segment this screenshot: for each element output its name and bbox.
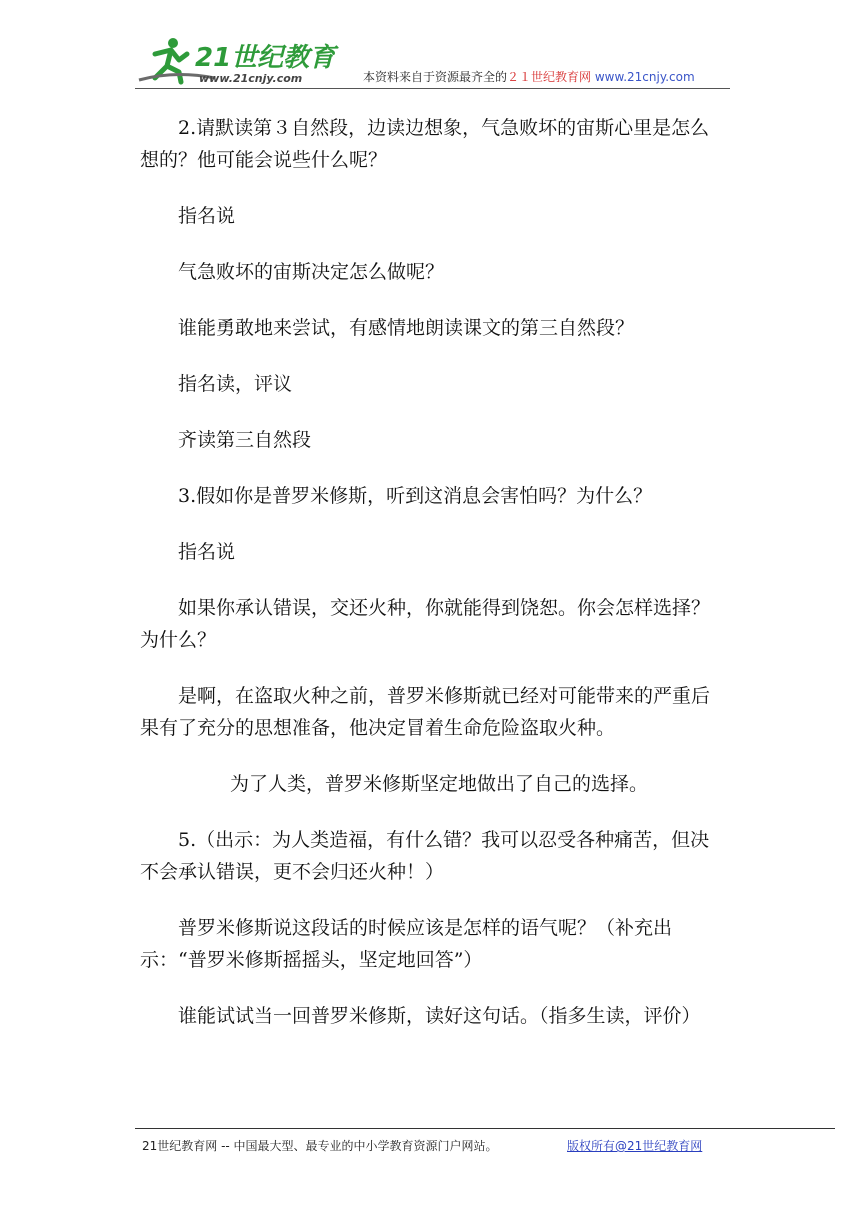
paragraph: 指名说 bbox=[178, 541, 236, 563]
paragraph: 谁能勇敢地来尝试，有感情地朗读课文的第三自然段？ bbox=[178, 317, 635, 339]
logo-text: 21世纪教育 bbox=[195, 43, 336, 73]
header-note-prefix: 本资料来自于资源最齐全的 bbox=[363, 70, 508, 84]
paragraph: 是啊，在盗取火种之前，普罗米修斯就已经对可能带来的严重后果有了充分的思想准备，他决定冒着生命危险盗取火种。 bbox=[140, 685, 711, 739]
paragraph: 如果你承认错误，交还火种，你就能得到饶恕。你会怎样选择？为什么？ bbox=[140, 597, 711, 651]
paragraph-centered: 为了人类，普罗米修斯坚定地做出了自己的选择。 bbox=[230, 773, 649, 795]
header-note bbox=[363, 68, 695, 85]
paragraph: 2.请默读第３自然段，边读边想象，气急败坏的宙斯心里是怎么想的？他可能会说些什么呢？ bbox=[140, 117, 710, 171]
paragraph: 指名读，评议 bbox=[178, 373, 293, 395]
paragraph: 5.（出示：为人类造福，有什么错？我可以忍受各种痛苦，但决不会承认错误，更不会归还火种！） bbox=[140, 829, 710, 883]
paragraph: 谁能试试当一回普罗米修斯，读好这句话。（指多生读，评价） bbox=[178, 1005, 701, 1027]
paragraph: 指名说 bbox=[178, 205, 236, 227]
paragraph: 齐读第三自然段 bbox=[178, 429, 312, 451]
footer-text: 21世纪教育网 -- 中国最大型、最专业的中小学教育资源门户网站。 bbox=[142, 1139, 498, 1153]
paragraph: 3.假如你是普罗米修斯，听到这消息会害怕吗？为什么？ bbox=[178, 485, 653, 507]
site-logo bbox=[135, 34, 345, 86]
footer-copyright-link[interactable]: 版权所有@21世纪教育网 bbox=[567, 1139, 703, 1153]
paragraph: 气急败坏的宙斯决定怎么做呢？ bbox=[178, 261, 445, 283]
document-body bbox=[140, 112, 722, 1056]
header-site-link[interactable]: ２１世纪教育网 bbox=[507, 70, 592, 84]
logo-url: www.21cnjy.com bbox=[199, 72, 303, 85]
paragraph: 普罗米修斯说这段话的时候应该是怎样的语气呢？（补充出示：“普罗米修斯摇摇头，坚定地回答”） bbox=[140, 917, 673, 971]
page-footer bbox=[135, 1128, 835, 1154]
page-header bbox=[135, 28, 730, 89]
header-url-link[interactable]: www.21cnjy.com bbox=[594, 70, 695, 84]
